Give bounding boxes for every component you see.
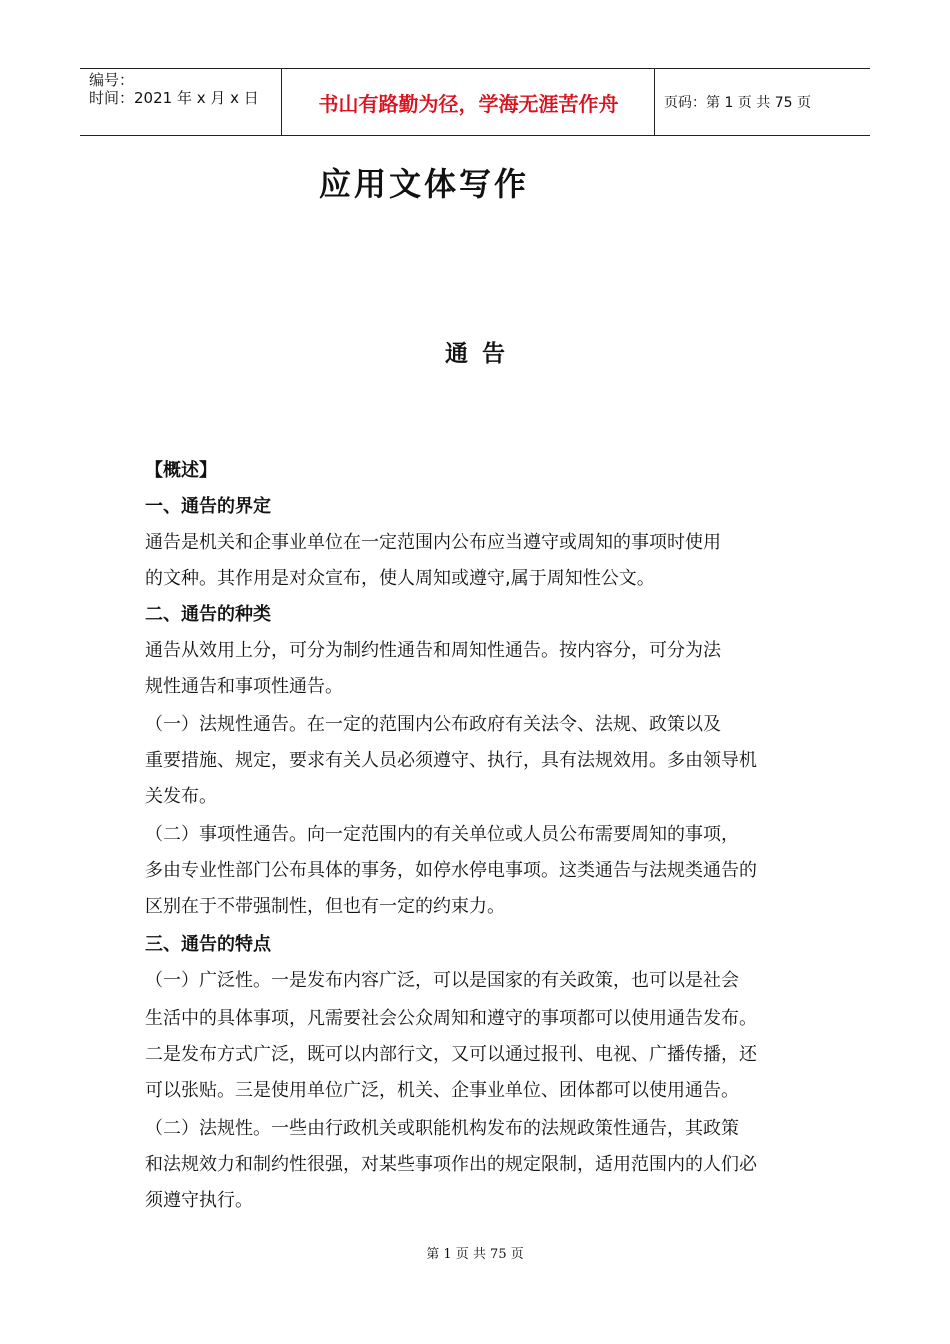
body-paragraph-line: （一）广泛性。一是发布内容广泛，可以是国家的有关政策，也可以是社会 [145,970,739,991]
document-number-label: 编号： [89,71,135,89]
header-right-cell [655,69,870,135]
page-footer: 第 1 页 共 75 页 [426,1247,524,1262]
body-paragraph-line: 可以张贴。三是使用单位广泛，机关、企事业单位、团体都可以使用通告。 [145,1080,739,1101]
header-page-info: 页码：第 1 页 共 75 页 [664,95,811,111]
body-paragraph-line: 生活中的具体事项，凡需要社会公众周知和遵守的事项都可以使用通告发布。 [145,1008,757,1029]
body-paragraph-line: 通告从效用上分，可分为制约性通告和周知性通告。按内容分，可分为法 [145,640,721,661]
section-title-char-1: 通 [445,341,468,367]
body-paragraph-line: 二是发布方式广泛，既可以内部行文，又可以通过报刊、电视、广播传播，还 [145,1044,757,1065]
body-paragraph-line: 规性通告和事项性通告。 [145,676,343,697]
section-heading: 二、通告的种类 [145,604,271,625]
section-title [0,338,950,370]
header-left-cell [80,69,282,135]
section-title-char-2: 告 [482,341,505,367]
body-paragraph-line: （一）法规性通告。在一定的范围内公布政府有关法令、法规、政策以及 [145,714,721,735]
body-paragraph-line: 多由专业性部门公布具体的事务，如停水停电事项。这类通告与法规类通告的 [145,860,757,881]
document-header [80,68,870,136]
body-paragraph-line: 关发布。 [145,786,217,807]
body-paragraph-line: 重要措施、规定，要求有关人员必须遵守、执行，具有法规效用。多由领导机 [145,750,757,771]
body-paragraph-line: 的文种。其作用是对众宣布，使人周知或遵守,属于周知性公文。 [145,568,655,589]
document-title: 应用文体写作 [319,165,530,203]
body-paragraph-line: 须遵守执行。 [145,1190,253,1211]
section-heading: 一、通告的界定 [145,496,271,517]
section-heading: 【概述】 [145,460,217,481]
body-paragraph-line: （二）事项性通告。向一定范围内的有关单位或人员公布需要周知的事项， [145,824,739,845]
body-paragraph-line: 区别在于不带强制性，但也有一定的约束力。 [145,896,505,917]
body-paragraph-line: 和法规效力和制约性很强，对某些事项作出的规定限制，适用范围内的人们必 [145,1154,757,1175]
document-date: 时间：2021 年 x 月 x 日 [89,89,259,107]
header-middle-cell [282,69,655,135]
body-paragraph-line: 通告是机关和企事业单位在一定范围内公布应当遵守或周知的事项时使用 [145,532,721,553]
section-heading: 三、通告的特点 [145,934,271,955]
header-motto: 书山有路勤为径，学海无涯苦作舟 [318,92,619,116]
body-paragraph-line: （二）法规性。一些由行政机关或职能机构发布的法规政策性通告，其政策 [145,1118,739,1139]
